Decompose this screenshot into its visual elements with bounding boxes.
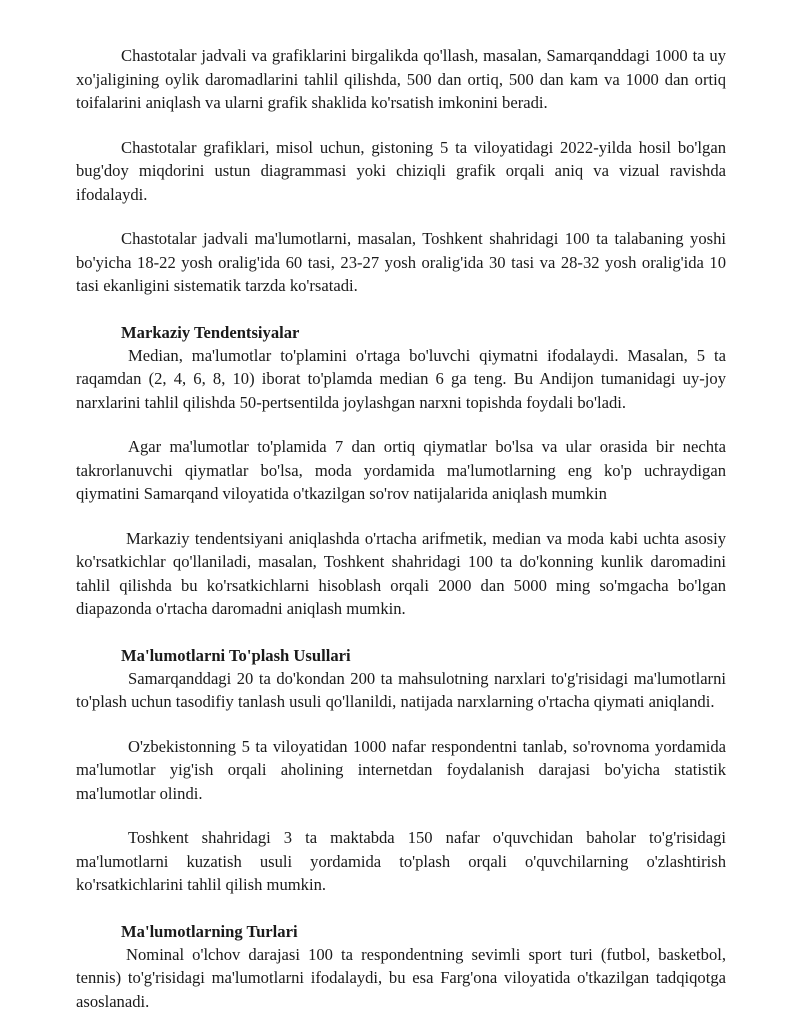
- heading-central-tendencies: Markaziy Tendentsiyalar: [121, 322, 300, 342]
- paragraph-frequency-graphs: Chastotalar grafiklari, misol uchun, gistoning 5 ta viloyatidagi 2022-yilda hosil bo'lgan bug'doy miqdorini ustun diagrammasi yoki chiziqli grafik orqali aniq va vizual ravishda ifodalaydi.: [76, 137, 726, 204]
- paragraph-survey: O'zbekistonning 5 ta viloyatidan 1000 nafar respondentni tanlab, so'rovnoma yordamida ma'lumotlar yig'ish orqali aholining internetdan foydalanish darajasi bo'yicha statistik ma'lumotlar olindi.: [76, 736, 726, 803]
- paragraph-mode: Agar ma'lumotlar to'plamida 7 dan ortiq qiymatlar bo'lsa va ular orasida bir nechta takrorlanuvchi qiymatlar bo'lsa, moda yordamida ma'lumotlarning eng ko'p uchraydigan qiymatini Samarqand viloyatida o'tkazilgan so'rov natijalarida aniqlash mumkin: [76, 437, 726, 503]
- paragraph-central-indicators: Markaziy tendentsiyani aniqlashda o'rtacha arifmetik, median va moda kabi uchta asosiy ko'rsatkichlar qo'llaniladi, masalan, Toshkent shahridagi 100 ta do'konning kunlik daromadini tahlil qilishda bu ko'rsatkichlarni hisoblash orqali 2000 dan 5000 ming so'mgacha bo'lgan diapazonda o'rtacha daromadni aniqlash mumkin.: [76, 528, 726, 618]
- paragraph-nominal-scale: Nominal o'lchov darajasi 100 ta respondentning sevimli sport turi (futbol, basketbol, tennis) to'g'risidagi ma'lumotlarni ifodalaydi, bu esa Farg'ona viloyatida o'tkazilgan tadqiqotga asoslanadi.: [76, 944, 726, 1011]
- paragraph-frequency-table: Chastotalar jadvali ma'lumotlarni, masalan, Toshkent shahridagi 100 ta talabaning yoshi bo'yicha 18-22 yosh oralig'ida 60 tasi, 23-27 yosh oralig'ida 30 tasi va 28-32 yosh oralig'ida 10 tasi ekanligini sistematik tarzda ko'rsatadi.: [76, 229, 726, 295]
- heading-data-collection: Ma'lumotlarni To'plash Usullari: [121, 645, 351, 665]
- paragraph-median: Median, ma'lumotlar to'plamini o'rtaga bo'luvchi qiymatni ifodalaydi. Masalan, 5 ta raqamdan (2, 4, 6, 8, 10) iborat to'plamda median 6 ga teng. Bu Andijon tumanidagi uy-joy narxlarini tahlil qilishda 50-pertsentilda joylashgan narxni topishda foydali bo'ladi.: [76, 345, 726, 412]
- paragraph-frequency-combined: Chastotalar jadvali va grafiklarini birgalikda qo'llash, masalan, Samarqanddagi 1000 ta uy xo'jaligining oylik daromadlarini tahlil qilishda, 500 dan ortiq, 500 dan kam va 1000 dan ortiq toifalarini aniqlash va ularni grafik shaklida ko'rsatish imkonini beradi.: [76, 46, 726, 112]
- heading-data-types: Ma'lumotlarning Turlari: [121, 921, 298, 941]
- paragraph-random-sampling: Samarqanddagi 20 ta do'kondan 200 ta mahsulotning narxlari to'g'risidagi ma'lumotlarni to'plash uchun tasodifiy tanlash usuli qo'llanildi, natijada narxlarning o'rtacha qiymati aniqlandi.: [76, 668, 726, 711]
- paragraph-observation: Toshkent shahridagi 3 ta maktabda 150 nafar o'quvchidan baholar to'g'risidagi ma'lumotlarni kuzatish usuli yordamida to'plash orqali o'quvchilarning o'zlashtirish ko'rsatkichlarini tahlil qilish mumkin.: [76, 828, 726, 894]
- document-page: [76, 44, 726, 1013]
